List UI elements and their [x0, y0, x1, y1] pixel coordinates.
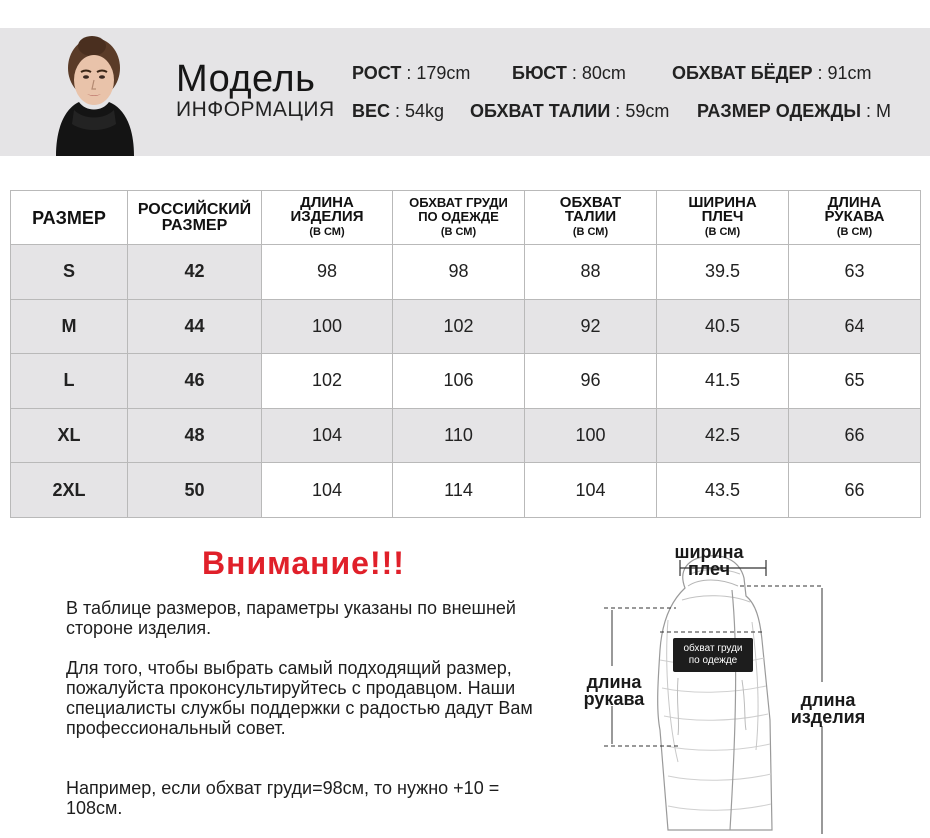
cell-size: S [11, 245, 128, 300]
label-bust-tag: обхват груди по одежде [673, 638, 753, 672]
cell-length: 104 [262, 408, 393, 463]
cell-shoulder: 42.5 [657, 408, 789, 463]
cell-sleeve: 66 [789, 463, 921, 518]
table-row [11, 408, 921, 463]
header-size: РАЗМЕР [11, 191, 128, 245]
notice-paragraph-2: Для того, чтобы выбрать самый подходящий размер, пожалуйста проконсультируйтесь с продавцом. Наши специалисты службы поддержки с радостью дадут Вам профессиональный совет. [66, 658, 533, 738]
stat-waist: ОБХВАТ ТАЛИИ : 59cm [470, 101, 670, 121]
cell-russian-size: 50 [128, 463, 262, 518]
header-russian-size: РОССИЙСКИЙ РАЗМЕР [128, 191, 262, 245]
table-header-row [11, 191, 921, 245]
header-shoulder: ШИРИНА ПЛЕЧ (В СМ) [657, 191, 789, 245]
cell-bust: 102 [393, 299, 525, 354]
cell-waist: 92 [525, 299, 657, 354]
header-waist: ОБХВАТ ТАЛИИ (В СМ) [525, 191, 657, 245]
cell-russian-size: 48 [128, 408, 262, 463]
table-row [11, 354, 921, 409]
cell-length: 100 [262, 299, 393, 354]
cell-shoulder: 40.5 [657, 299, 789, 354]
stat-bust: БЮСТ : 80cm [512, 63, 626, 83]
stat-clothing-size: РАЗМЕР ОДЕЖДЫ : M [697, 101, 892, 121]
notice-paragraph-1: В таблице размеров, параметры указаны по внешней стороне изделия. [66, 598, 516, 638]
model-title: Модель [176, 58, 316, 100]
cell-waist: 104 [525, 463, 657, 518]
table-row [11, 245, 921, 300]
table-row [11, 299, 921, 354]
table-row [11, 463, 921, 518]
label-sleeve-length: длина рукава [583, 672, 645, 709]
stat-hips: ОБХВАТ БЁДЕР : 91cm [672, 63, 872, 83]
cell-waist: 88 [525, 245, 657, 300]
size-table [10, 190, 921, 518]
cell-size: M [11, 299, 128, 354]
cell-russian-size: 44 [128, 299, 262, 354]
cell-shoulder: 43.5 [657, 463, 789, 518]
label-item-length: длина изделия [790, 690, 866, 727]
cell-length: 98 [262, 245, 393, 300]
cell-sleeve: 63 [789, 245, 921, 300]
cell-sleeve: 66 [789, 408, 921, 463]
cell-bust: 114 [393, 463, 525, 518]
label-shoulder-width: ширина плеч [674, 542, 744, 579]
notice-paragraph-3: Например, если обхват груди=98см, то нужно +10 = 108см. [66, 778, 500, 818]
cell-size: XL [11, 408, 128, 463]
cell-size: 2XL [11, 463, 128, 518]
header-sleeve: ДЛИНА РУКАВА (В СМ) [789, 191, 921, 245]
stat-weight: ВЕС : 54kg [352, 101, 445, 121]
cell-length: 102 [262, 354, 393, 409]
model-info-band [0, 28, 930, 156]
attention-heading: Внимание!!! [202, 545, 405, 581]
cell-bust: 106 [393, 354, 525, 409]
cell-waist: 96 [525, 354, 657, 409]
cell-shoulder: 41.5 [657, 354, 789, 409]
cell-russian-size: 46 [128, 354, 262, 409]
header-bust: ОБХВАТ ГРУДИ ПО ОДЕЖДЕ (В СМ) [393, 191, 525, 245]
header-length: ДЛИНА ИЗДЕЛИЯ (В СМ) [262, 191, 393, 245]
cell-shoulder: 39.5 [657, 245, 789, 300]
coat-measurement-diagram [560, 530, 930, 838]
cell-bust: 110 [393, 408, 525, 463]
stat-height: РОСТ : 179cm [352, 63, 471, 83]
cell-waist: 100 [525, 408, 657, 463]
cell-length: 104 [262, 463, 393, 518]
cell-sleeve: 64 [789, 299, 921, 354]
cell-sleeve: 65 [789, 354, 921, 409]
model-subtitle: ИНФОРМАЦИЯ [176, 98, 335, 121]
model-photo [34, 28, 154, 156]
cell-bust: 98 [393, 245, 525, 300]
cell-size: L [11, 354, 128, 409]
cell-russian-size: 42 [128, 245, 262, 300]
